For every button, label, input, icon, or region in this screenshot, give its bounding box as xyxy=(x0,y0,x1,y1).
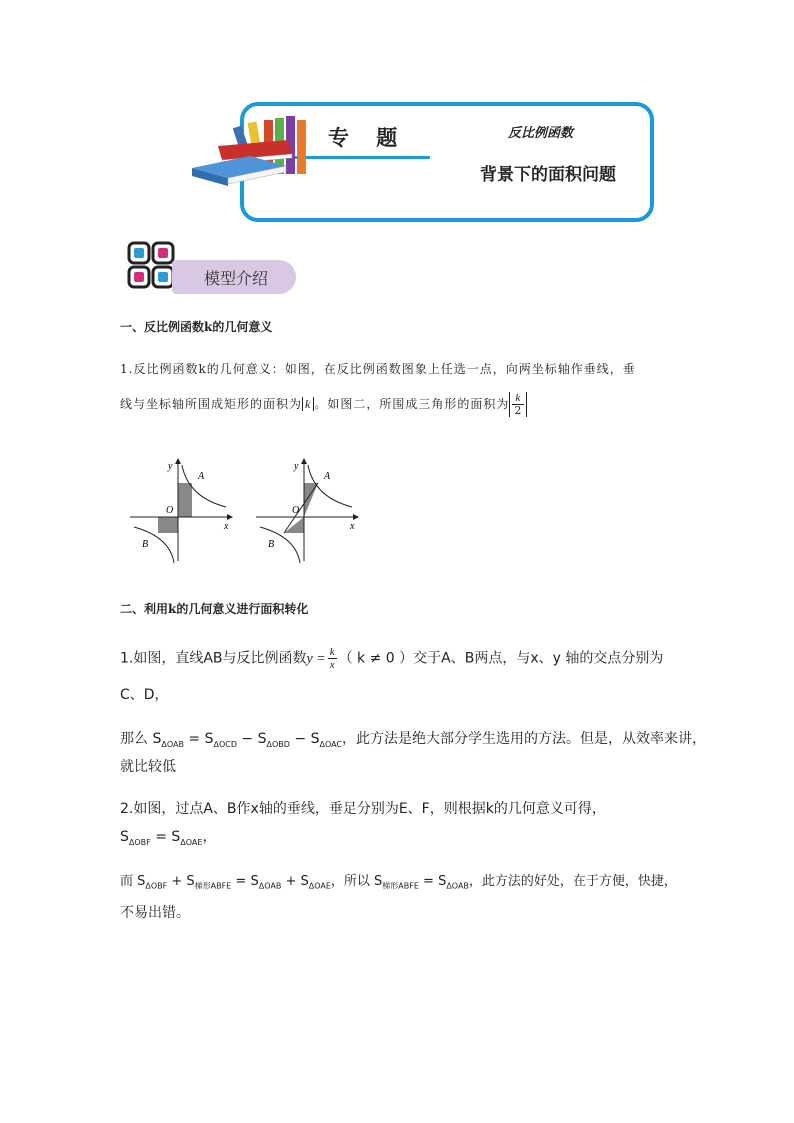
origin-label-2: O xyxy=(292,505,300,516)
banner-subtitle-top: 反比例函数 xyxy=(508,126,574,141)
books-icon xyxy=(188,112,318,188)
figure-rectangle xyxy=(130,459,232,563)
section1-line2-text-a: 线与坐标轴所围成矩形的面积为 xyxy=(120,397,303,411)
squares-icon xyxy=(126,240,178,296)
point-a-label: A xyxy=(198,471,205,482)
figure-triangle xyxy=(256,459,358,563)
section2-heading: 二、利用k的几何意义进行面积转化 xyxy=(120,602,309,616)
point-a-label-2: A xyxy=(324,471,331,482)
banner-title: 专 题 xyxy=(328,125,408,150)
section2-para4-line2: 不易出错。 xyxy=(120,905,190,921)
point-b-label: B xyxy=(142,539,149,550)
section1-line2-text-b: 。如图二，所围成三角形的面积为 xyxy=(314,397,510,411)
section1-line1: 1.反比例函数k的几何意义：如图，在反比例函数图象上任选一点，向两坐标轴作垂线，垂 xyxy=(120,362,636,376)
section2-para4: 而 $S_{\Delta OBF} + S_{梯形ABFE} = S_{\Delta OAB} + S_{\Delta OAE}$，所以 $S_{梯形ABFE} = S_{\Delta OAB}$，此方法的好处，在于方便，快捷， xyxy=(120,874,677,891)
section2-para3: 2.如图，过点A、B作x轴的垂线，垂足分别为E、F，则根据k的几何意义可得， xyxy=(120,801,606,817)
section2-para1: 1.如图，直线AB与反比例函数y = $\frac{k}{x}$ （ k ≠ 0 ）交于A、B两点，与x、y 轴的交点分别为 xyxy=(120,646,664,671)
x-axis-label-2: x xyxy=(350,521,355,532)
section2-para2: 那么 $S_{\Delta OAB} = S_{\Delta OCD} - S_{\Delta OBD} - S_{\Delta OAC}$，此方法是绝大部分学生选用的方法。但是，从效率来讲， xyxy=(120,731,707,749)
y-axis-label: y xyxy=(168,461,173,472)
abs-k: k xyxy=(302,397,314,411)
k-figures xyxy=(126,455,366,565)
banner-subtitle-bottom: 背景下的面积问题 xyxy=(480,165,616,185)
section1-line2 xyxy=(120,392,527,417)
section2-para2-line2: 就比较低 xyxy=(120,759,176,775)
origin-label: O xyxy=(166,505,174,516)
x-axis-label: x xyxy=(224,521,229,532)
section2-para1-line2: C、D， xyxy=(120,687,169,703)
section-label: 模型介绍 xyxy=(204,269,269,288)
rect-area-a xyxy=(178,483,192,517)
point-b-label-2: B xyxy=(268,539,275,550)
y-axis-label-2: y xyxy=(294,461,299,472)
triangle-area-b xyxy=(284,517,304,533)
rect-area-b xyxy=(158,517,178,533)
abs-k-over-2: $\frac{k}{2}$ xyxy=(509,392,527,417)
section1-heading: 一、反比例函数k的几何意义 xyxy=(120,320,273,334)
section2-para3-formula: $S_{\Delta OBF} = S_{\Delta OAE}$， xyxy=(120,829,217,847)
